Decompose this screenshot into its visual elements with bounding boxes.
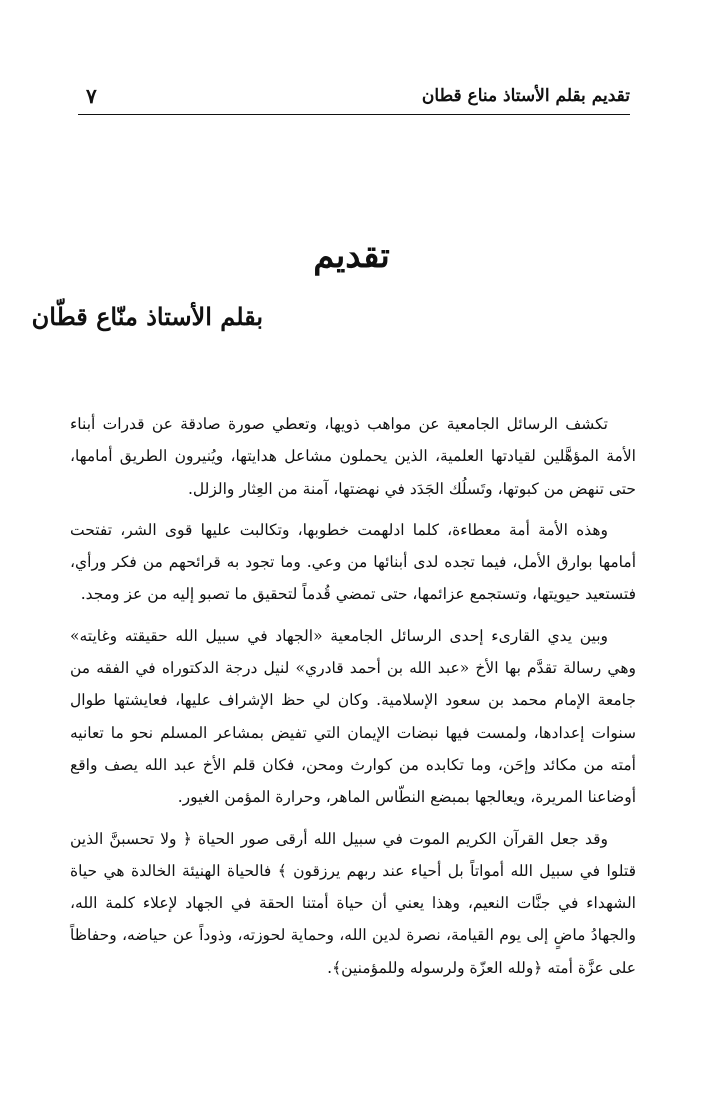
chapter-subheading: بقلم الأستاذ منّاع قطّان (31, 302, 263, 331)
paragraph-3: وبين يدي القارىء إحدى الرسائل الجامعية «الجهاد في سبيل الله حقيقته وغايته» وهي رسالة تقدَّم بها الأخ «عبد الله بن أحمد قادري» لنيل درجة الدكتوراه في الفقه من جامعة الإمام محمد بن سعود الإسلامية. وكان لي حظ الإشراف عليها، فعايشتها طوال سنوات إعدادها، ولمست فيها نبضات الإيمان التي تفيض بمشاعر المسلم نحو ما تعانيه أمته من مكائد وإحَن، وما تكابده من كوارث ومحن، فكان قلم الأخ عبد الله يصف واقع أوضاعنا المريرة، ويعالجها بمبضع النطّاس الماهر، وحرارة المؤمن الغيور. (70, 626, 636, 807)
paragraph-2: وهذه الأمة أمة معطاءة، كلما ادلهمت خطوبها، وتكالبت عليها قوى الشر، تفتحت أمامها بوارق الأمل، فيما تجده لدى أبنائها من وعي. وما تجود به قرائحهم من فكر ورأي، فتستعيد حيويتها، وتستجمع عزائمها، حتى تمضي قُدماً لتحقيق ما تصبو إليه من عز ومجد. (70, 520, 636, 604)
paragraph-4: وقد جعل القرآن الكريم الموت في سبيل الله أرقى صور الحياة ﴿ ولا تحسبنَّ الذين قتلوا في سبيل الله أمواتاً بل أحياء عند ربهم يرزقون ﴾ فالحياة الهنيئة الخالدة هي حياة الشهداء في جنَّات النعيم، وهذا يعني أن حياة أمتنا الحقة في الجهاد لإعلاء كلمة الله، والجهادُ ماضٍ إلى يوم القيامة، نصرة لدين الله، وحماية لحوزته، وذوداً عن حياضه، وحفاظاً على عزَّة أمته ﴿ولله العزّة ولرسوله وللمؤمنين﴾. (70, 829, 636, 977)
paragraph-1: تكشف الرسائل الجامعية عن مواهب ذويها، وتعطي صورة صادقة عن قدرات أبناء الأمة المؤهَّلين لقيادتها العلمية، الذين يحملون مشاعل هدايتها، ويُنيرون الطريق أمامها، حتى تنهض من كبوتها، وتَسلُك الجَدَد في نهضتها، آمنة من العِثار والزلل. (70, 415, 636, 498)
running-title: تقديم بقلم الأستاذ مناع قطان (421, 86, 630, 106)
body-text (70, 408, 636, 993)
chapter-heading: تقديم (313, 236, 390, 276)
page-number: ٧ (86, 84, 97, 108)
running-head (78, 84, 630, 115)
